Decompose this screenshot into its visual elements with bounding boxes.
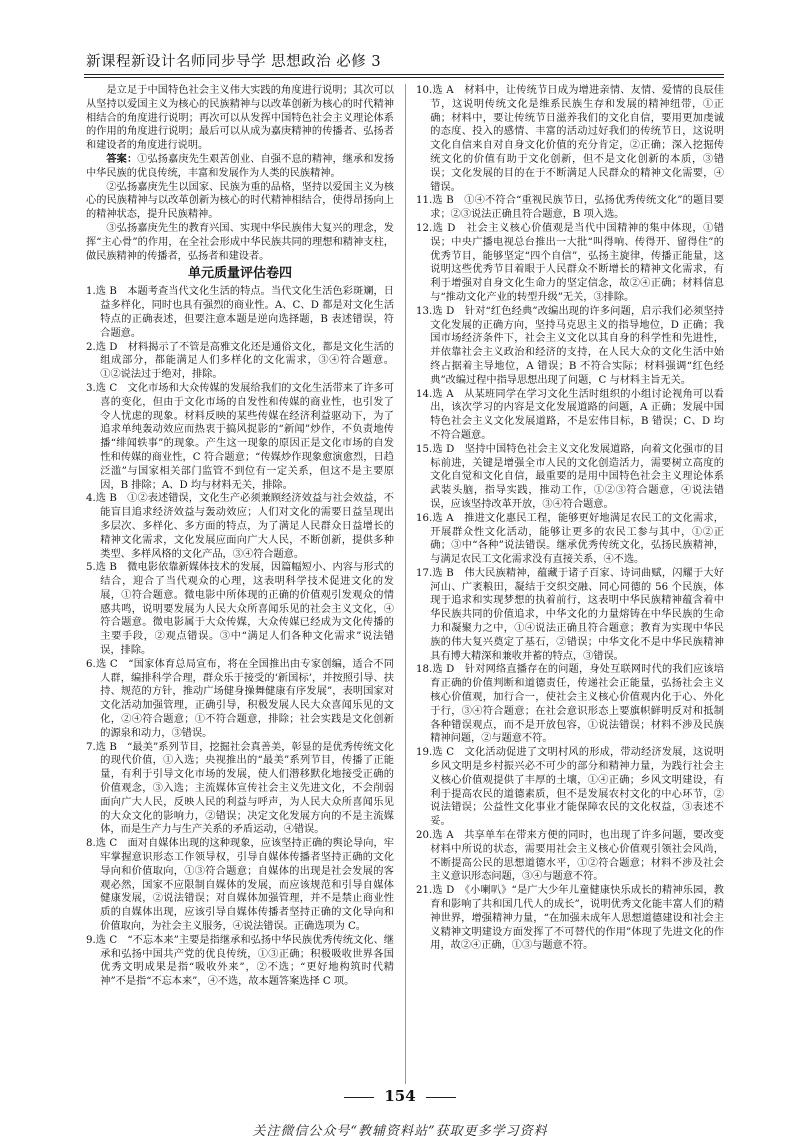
page-number-text: 154: [384, 1087, 416, 1105]
column-divider: [405, 84, 406, 1084]
answer-item: 7.选 B “最美”系列节目，挖掘社会真善美，彰显的是优秀传统文化的现代价值，①入选；央视推出的“最美”系列节目，传播了正能量，有利于引导文化市场的发展，使人们潜移默化地接受正确的价值观念，③入选；主流媒体宣传社会主义先进文化，不会削弱面向广大人民，反映人民的利益与呼声，为人民大众所喜闻乐见的大众文化的影响力，②错误；决定文化发展方向的不是主流媒体，而是生产力与生产关系的矛盾运动，④错误。: [86, 741, 394, 836]
answer-item: 18.选 D 针对网络直播存在的问题，身处互联网时代的我们应该培育正确的价值判断和道德责任，传递社会正能量，弘扬社会主义核心价值观，加行合一，使社会主义核心价值观内化于心、外化于行，③④符合题意；在社会意识形态上要旗帜鲜明反对和抵制各种错误观点，而不是开放包容，①说法错误；材料不涉及民族精神问题，②与题意不符。: [416, 664, 724, 745]
answer-item: 20.选 A 共享单车在带来方便的同时，也出现了许多问题，要改变材料中所说的状态，需要用社会主义核心价值观引领社会风尚，不断提高公民的思想道德水平，①②符合题意；材料不涉及社会主义意识形态问题，③④与题意不符。: [416, 830, 724, 883]
answer-item: 17.选 B 伟大民族精神，蕴藏于诸子百家、诗词曲赋，闪耀于大好河山、广袤粮田，凝结于交织交融、同心同德的 56 个民族，体现于追求和实现梦想的执着前行，这表明中华民族精神蕴含着中华民族共同的价值追求，中华文化的力量熔铸在中华民族的生命力和凝聚力之中，①④说法正确且符合题意；教育为实现中华民族的伟大复兴奠定了基石，②错误；中华文化不是中华民族精神具有博大精深和兼收并蓄的特点，③错误。: [416, 567, 724, 662]
answer-item: 11.选 B ①④不符合“重视民族节日，弘扬优秀传统文化”的题目要求；②③说法正确且符合题意，B 项入选。: [416, 195, 724, 221]
header-rule-thin: [84, 77, 724, 78]
answer-item: 6.选 C “国家体育总局宣布，将在全国推出由专家创编，适合不同人群，编排科学合理，群众乐于接受的‘新国标’，并按照引导、扶持、规范的方针，推动广场健身操舞健康有序发展”，表明国家对文化活动加强管理，正确引导，积极发展人民大众喜闻乐见的文化，②④符合题意；①不符合题意，排除；社会实践是文化创新的源泉和动力，③错误。: [86, 658, 394, 739]
answer-paragraph: [86, 153, 394, 181]
answer-item: 19.选 C 文化活动促进了文明村风的形成，带动经济发展，这说明乡风文明是乡村振兴必不可少的部分和精神力量，为践行社会主义核心价值观提供了丰厚的土壤，①④正确；乡风文明建设，有利于提高农民的道德素质，但不是发展农村文化的中心环节，②说法错误；公益性文化事业才能保障农民的文化权益，③表述不妥。: [416, 747, 724, 828]
answer-item: 4.选 B ①②表述错误，文化生产必须兼顾经济效益与社会效益，不能盲目追求经济效益与轰动效应；人们对文化的需要日益呈现出多层次、多样化、多方面的特点，为了满足人民群众日益增长的精神文化需求，文化发展应面向广大人民，不断创新，提供多种类型、多样风格的文化产品，③④符合题意。: [86, 493, 394, 560]
answer-item: 12.选 D 社会主义核心价值观是当代中国精神的集中体现，①错误；中央广播电视总台推出一大批“叫得响、传得开、留得住”的优秀节目，能够坚定“四个自信”，弘扬主旋律，传播正能量，这说明这些优秀节目着眼于人民群众不断增长的精神文化需求，有利于增强对自身文化生命力的坚定信念，故②④正确；材料信息与“推动文化产业的转型升级”无关，③排除。: [416, 222, 724, 303]
answer-part-3: ③弘扬嘉庚先生的教育兴国、实现中华民族伟大复兴的理念，发挥“主心骨”的作用，在全社会形成中华民族共同的理想和精神支柱，做民族精神的传播者，弘扬者和建设者。: [86, 222, 394, 262]
section-title: 单元质量评估卷四: [187, 266, 292, 282]
answer-item: 3.选 C 文化市场和大众传媒的发展给我们的文化生活带来了许多可喜的变化，但由于文化市场的自发性和传媒的商业性，也引发了令人忧虑的现象。材料反映的某些传媒在经济利益驱动下，为了追求单纯轰动效应而热衷于搞风捉影的“新闻”炒作，不负责地传播“绯闻轶事”的现象。产生这一现象的原因正是文化市场的自发性和传媒的商业性，C 符合题意；“传媒炒作现象愈演愈烈，日趋泛滥”与国家相关部门监管不到位有一定关系，但这不是主要原因，B 排除；A、D 均与材料无关，排除。: [86, 382, 394, 491]
answer-item: 15.选 D 坚持中国特色社会主义文化发展道路，向着文化强市的目标前进，关键是增强全市人民的文化创造活力，需要树立高度的文化自觉和文化自信，最重要的是用中国特色社会主义理论体系武装头脑，指导实践，推动工作，①②③符合题意，④说法错误，应该坚持改革开放，③④符合题意。: [416, 443, 724, 510]
answer-item: 16.选 A 推进文化惠民工程，能够更好地满足农民工的文化需求，开展群众性文化活动，能够让更多的农民工参与其中，①②正确；③中“各种”说法错误。继承优秀传统文化，弘扬民族精神，与满足农民工文化需求没有直接关系，④不选。: [416, 512, 724, 566]
page-header: 新课程新设计名师同步导学 思想政治 必修 3: [86, 54, 382, 70]
answer-item: 5.选 B 微电影依靠新媒体技术的发展，因篇幅短小、内容与形式的结合，迎合了当代观众的心理，这表明科学技术促进文化的发展，①符合题意。微电影中所体现的正确的价值观引发观众的情感共鸣，说明要发展为人民大众所喜闻乐见的社会主义文化，④符合题意。微电影属于大众传媒，大众传媒已经成为文化传播的主要手段，②观点错误。③中“满足人们各种文化需求”说法错误，排除。: [86, 562, 394, 657]
answer-item: 21.选 D 《小喇叭》“是广大少年儿童健康快乐成长的精神乐园，教育和影响了共和国几代人的成长”，说明优秀文化能丰富人们的精神世界，增强精神力量，“在加强未成年人思想道德建设和社会主义精神文明建设方面发挥了不可替代的作用”体现了先进文化的作用，故②④正确，①③与题意不符。: [416, 885, 724, 952]
right-column: [416, 84, 724, 953]
answer-item: 10.选 A 材料中，让传统节日成为增进亲情、友情、爱情的良辰佳节，这说明传统文化是维系民族生存和发展的精神纽带，①正确；材料中，要让传统节日滋养我们的文化自信，要用更加虔诚的态度、投入的感情、丰富的活动过好我们的传统节日，这说明文化自信来自对自身文化价值的充分肯定，②正确；深入挖掘传统文化的价值有助于文化创新，但不是文化创新的本质，③错误；文化发展的目的在于不断满足人民群众的精神文化需要，④错误。: [416, 85, 724, 193]
header-rule: [84, 74, 724, 75]
answer-part-1: ①弘扬嘉庚先生艰苦创业、自强不息的精神，继承和发扬中华民族的优良传统，丰富和发展作为人类的民族精神。: [86, 153, 395, 179]
page-number-dash-right: [426, 1097, 456, 1098]
answer-label: 答案：: [106, 152, 138, 165]
answer-item: 9.选 C “不忘本来”主要是指继承和弘扬中华民族优秀传统文化、继承和弘扬中国共产党的优良传统，①③正确；积极吸收世界各国优秀文明成果是指“吸收外来”，②不选；“更好地构筑时代精神”不是指“不忘本来”，④不选，故本题答案选择 C 项。: [86, 934, 394, 988]
intro-paragraph: 是立足于中国特色社会主义伟大实践的角度进行说明；其次可以从坚持以爱国主义为核心的民族精神与以改革创新为核心的时代精神相结合的角度进行说明；再次可以从发挥中国特色社会主义理论体系的作用的角度进行说明；最后可以从成为嘉庚精神的传播者、弘扬者和建设者的角度进行说明。: [86, 85, 394, 152]
answer-item: 1.选 B 本题考查当代文化生活的特点。当代文化生活色彩斑斓，日益多样化，同时也具有强烈的商业性。A、C、D 都是对文化生活特点的正确表述，但要注意本题是逆向选择题，B 表述错误，符合题意。: [86, 286, 394, 339]
answer-item: 13.选 D 针对“红色经典”改编出现的许多问题，启示我们必须坚持文化发展的正确方向，坚持马克思主义的指导地位，D 正确；我国市场经济条件下，社会主义文化以其自身的科学性和先进性，并依靠社会主义政治和经济的支持，在人民大众的文化生活中始终占据着主导地位，A 错误；B 不符合实际；材料强调“红色经典”改编过程中指导思想出现了问题，C 与材料主旨无关。: [416, 305, 724, 386]
left-answer-list: [86, 285, 394, 989]
footer-note: 关注微信公众号“教辅资料站”获取更多学习资料: [252, 1124, 548, 1139]
right-answer-list: [416, 84, 724, 953]
answer-item: 8.选 C 面对自媒体出现的这种现象，应该坚持正确的舆论导向，牢牢掌握意识形态工作领导权，引导自媒体传播者坚持正确的文化导向和价值取向，①③符合题意；自媒体的出现是社会发展的客观必然，国家不应限制自媒体的发展，而应该规范和引导自媒体健康发展，②说法错误；对自媒体加强管理，并不是禁止商业性质的自媒体出现，应该引导自媒体传播者坚持正确的文化导向和价值取向，为社会主义服务，④说法错误。正确选项为 C。: [86, 838, 394, 933]
page-number-dash-left: [344, 1097, 374, 1098]
left-column: [86, 84, 394, 989]
answer-item: 2.选 D 材料揭示了不管是高雅文化还是通俗文化，都是文化生活的组成部分，都能满足人们多样化的文化需求，③④符合题意。①②说法过于绝对，排除。: [86, 341, 394, 381]
answer-part-2: ②弘扬嘉庚先生以国家、民族为重的品格，坚持以爱国主义为核心的民族精神与以改革创新为核心的时代精神相结合，使得昂扬向上的精神状态，提升民族精神。: [86, 181, 394, 221]
page-number: [0, 1087, 800, 1105]
answer-item: 14.选 A 从某班同学在学习文化生活时组织的小组讨论视角可以看出，该次学习的内容是文化发展道路的问题，A 正确；发展中国特色社会主义文化发展道路，不是宏伟目标，B 错误；C、D 均不符合题意。: [416, 388, 724, 441]
